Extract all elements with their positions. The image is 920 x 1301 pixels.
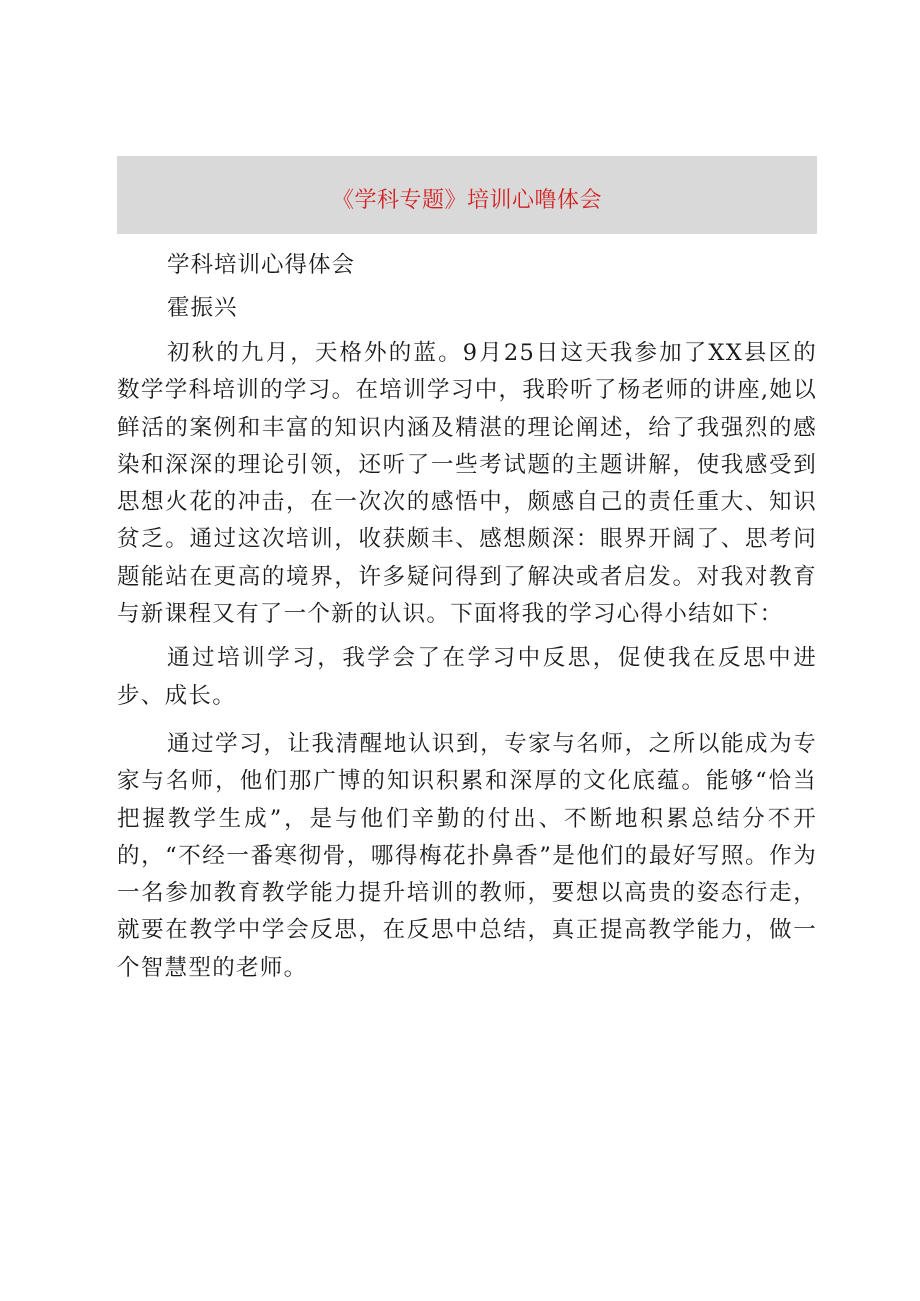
paragraph-reflection: 通过培训学习，我学会了在学习中反思，促使我在反思中进步、成长。 [117,645,817,709]
document-body [117,247,817,994]
document-subtitle: 学科培训心得体会 [167,252,356,278]
paragraph-intro: 初秋的九月，天格外的蓝。9月25日这天我参加了XX县区的数学学科培训的学习。在培训学习中，我聆听了杨老师的讲座,她以鲜活的案例和丰富的知识内涵及精湛的理论阐述，给了我强烈的感染和深深的理论引领，还听了一些考试题的主题讲解，使我感受到思想火花的冲击，在一次次的感悟中，颇感自己的责任重大、知识贫乏。通过这次培训，收获颇丰、感想颇深：眼界开阔了、思考问题能站在更高的境界，许多疑问得到了解决或者启发。对我对教育与新课程又有了一个新的认识。下面将我的学习心得小结如下： [117,340,817,628]
paragraph-experts: 通过学习，让我清醒地认识到，专家与名师，之所以能成为专家与名师，他们那广博的知识积累和深厚的文化底蕴。能够“恰当把握教学生成”，是与他们辛勤的付出、不断地积累总结分不开的，“不经一番寒彻骨，哪得梅花扑鼻香”是他们的最好写照。作为一名参加教育教学能力提升培训的教师，要想以高贵的姿态行走，就要在教学中学会反思，在反思中总结，真正提高教学能力，做一个智慧型的老师。 [117,730,817,981]
document-title: 《学科专题》培训心噜体会 [331,187,602,213]
document-author: 霍振兴 [167,295,238,321]
title-banner [117,156,817,234]
